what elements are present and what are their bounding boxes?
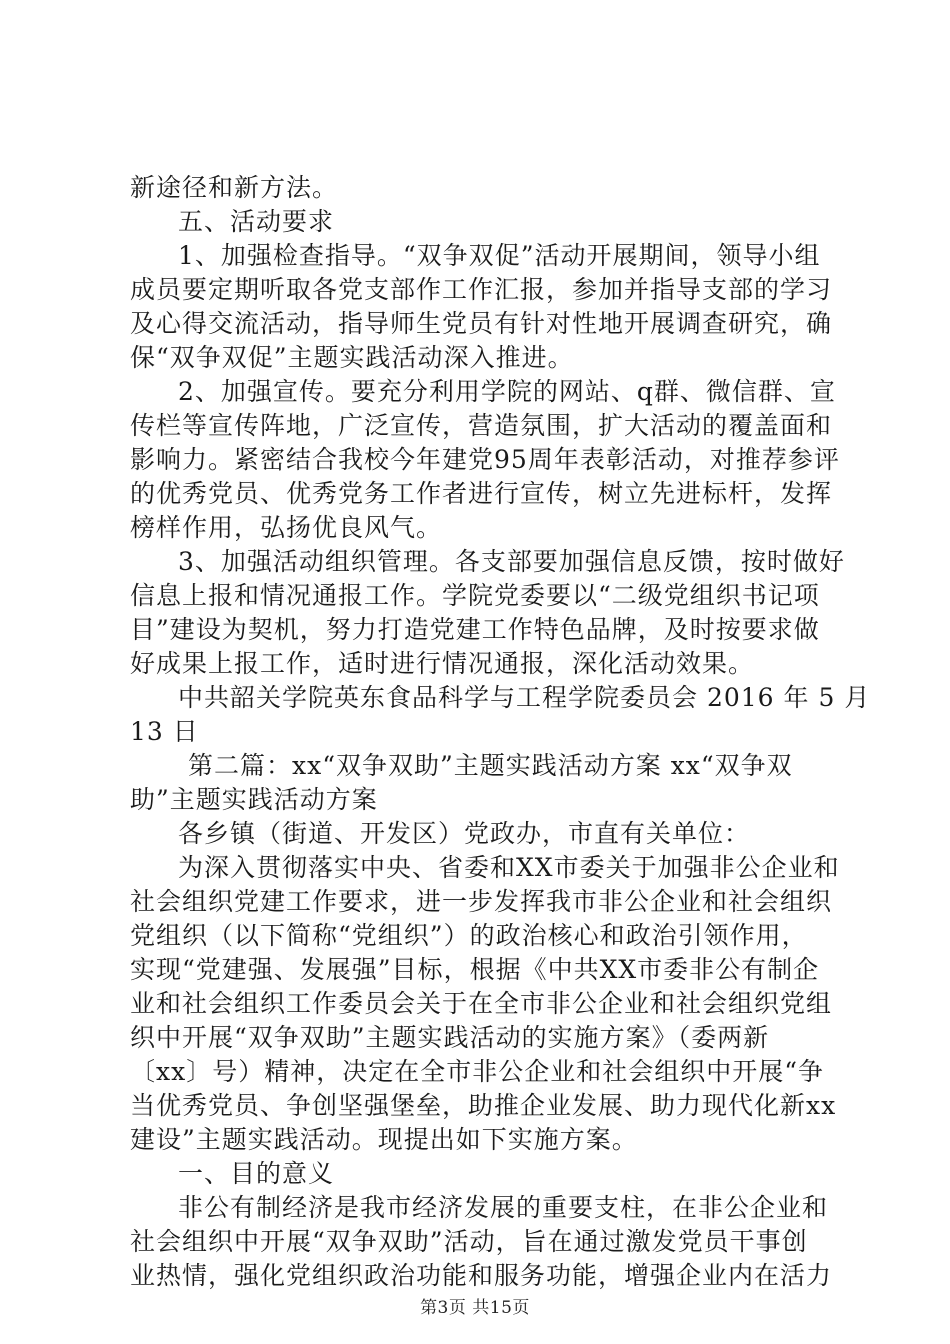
text-line: 目”建设为契机，努力打造党建工作特色品牌，及时按要求做 xyxy=(130,615,820,644)
text-line: 建设”主题实践活动。现提出如下实施方案。 xyxy=(130,1125,638,1154)
salutation-line: 各乡镇（街道、开发区）党政办，市直有关单位： xyxy=(178,819,751,848)
text-line: 影响力。紧密结合我校今年建党95周年表彰活动，对推荐参评 xyxy=(130,445,840,474)
signature-line: 中共韶关学院英东食品科学与工程学院委员会 2016 年 5 月 xyxy=(178,683,871,712)
text-line: 非公有制经济是我市经济发展的重要支柱，在非公企业和 xyxy=(178,1193,829,1222)
text-line: 传栏等宣传阵地，广泛宣传，营造氛围，扩大活动的覆盖面和 xyxy=(130,411,833,440)
date-line: 13 日 xyxy=(130,717,199,746)
chapter-title: 第二篇：xx“双争双助”主题实践活动方案 xx“双争双 xyxy=(188,751,793,780)
text-line: 业热情，强化党组织政治功能和服务功能，增强企业内在活力 xyxy=(130,1261,833,1290)
section-heading: 五、活动要求 xyxy=(178,207,335,236)
text-line: 党组织（以下简称“党组织”）的政治核心和政治引领作用， xyxy=(130,921,808,950)
chapter-title: 助”主题实践活动方案 xyxy=(130,785,378,814)
text-line: 榜样作用，弘扬优良风气。 xyxy=(130,513,443,542)
text-line: 好成果上报工作，适时进行情况通报，深化活动效果。 xyxy=(130,649,755,678)
section-heading: 一、目的意义 xyxy=(178,1159,335,1188)
text-line: 及心得交流活动，指导师生党员有针对性地开展调查研究，确 xyxy=(130,309,833,338)
text-line: 信息上报和情况通报工作。学院党委要以“二级党组织书记项 xyxy=(130,581,820,610)
text-line: 新途径和新方法。 xyxy=(130,173,339,202)
text-line: 1、加强检查指导。“双争双促”活动开展期间，领导小组 xyxy=(178,241,821,270)
text-line: 社会组织中开展“双争双助”活动，旨在通过激发党员干事创 xyxy=(130,1227,808,1256)
text-line: 3、加强活动组织管理。各支部要加强信息反馈，按时做好 xyxy=(178,547,845,576)
text-line: 为深入贯彻落实中央、省委和XX市委关于加强非公企业和 xyxy=(178,853,840,882)
text-line: 成员要定期听取各党支部作工作汇报，参加并指导支部的学习 xyxy=(130,275,833,304)
text-line: 社会组织党建工作要求，进一步发挥我市非公企业和社会组织 xyxy=(130,887,833,916)
page-number-footer: 第3页 共15页 xyxy=(420,1298,530,1318)
text-line: 的优秀党员、优秀党务工作者进行宣传，树立先进标杆，发挥 xyxy=(130,479,833,508)
text-line: 业和社会组织工作委员会关于在全市非公企业和社会组织党组 xyxy=(130,989,833,1018)
text-line: 保“双争双促”主题实践活动深入推进。 xyxy=(130,343,574,372)
text-line: 〔xx〕号）精神，决定在全市非公企业和社会组织中开展“争 xyxy=(130,1057,824,1086)
text-line: 实现“党建强、发展强”目标，根据《中共XX市委非公有制企 xyxy=(130,955,820,984)
text-line: 当优秀党员、争创坚强堡垒，助推企业发展、助力现代化新xx xyxy=(130,1091,837,1120)
text-line: 织中开展“双争双助”主题实践活动的实施方案》（委两新 xyxy=(130,1023,770,1052)
text-line: 2、加强宣传。要充分利用学院的网站、q群、微信群、宣 xyxy=(178,377,836,406)
